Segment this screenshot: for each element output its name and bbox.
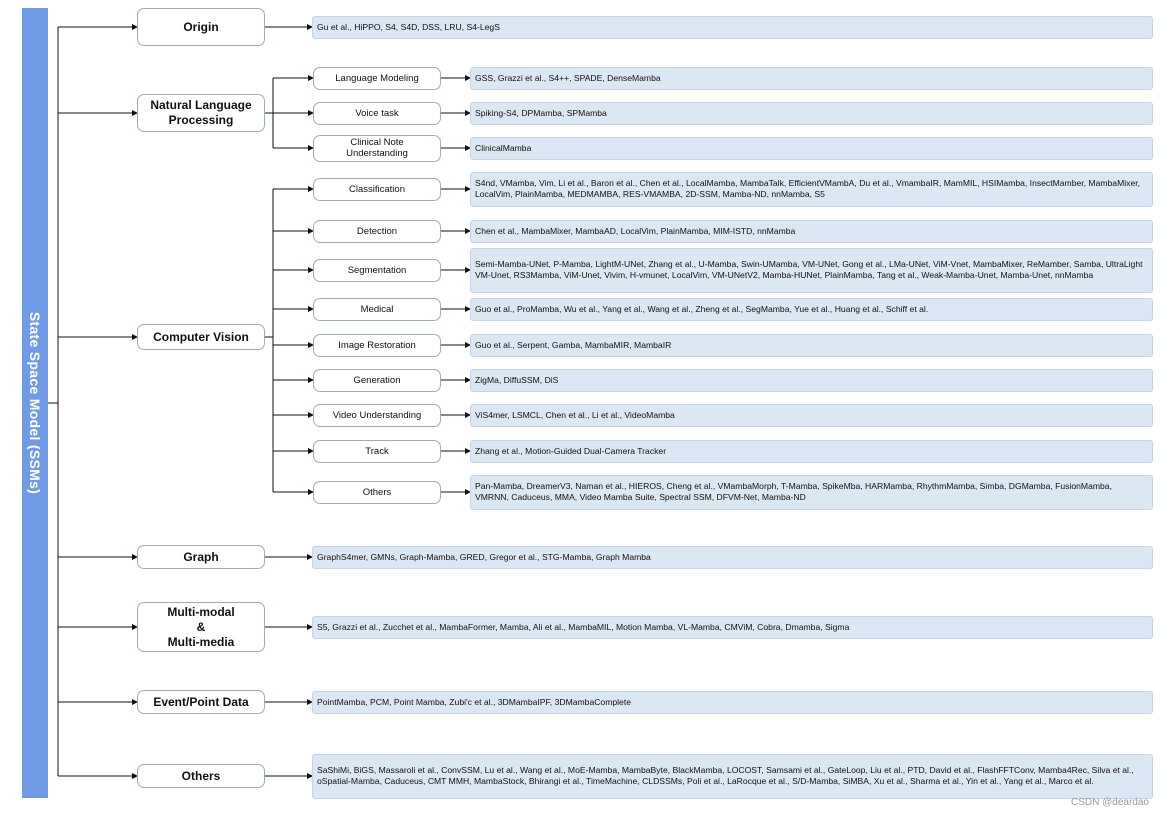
subcategory-nlp-0 [313, 67, 441, 90]
category-cv-text: Computer Vision [153, 329, 249, 344]
subcategory-cv-7-text: Track [365, 445, 389, 457]
subcategory-cv-0 [313, 178, 441, 201]
papers-mm [312, 616, 1153, 639]
papers-graph [312, 546, 1153, 569]
subcategory-cv-2-text: Segmentation [347, 264, 407, 276]
subcategory-cv-2 [313, 259, 441, 282]
subcategory-cv-1 [313, 220, 441, 243]
subcategory-cv-1-text: Detection [356, 225, 398, 237]
category-cv [137, 324, 265, 350]
watermark: CSDN @deardao [1071, 797, 1149, 808]
papers-mm-text: S5, Grazzi et al., Zucchet et al., MambaFormer, Mamba, Ali et al., MambaMIL, Motion Mamba, VL-Mamba, CMViM, Cobra, Dmamba, Sigma [317, 621, 850, 632]
subcategory-cv-6-text: Video Understanding [332, 409, 422, 421]
papers-cv-1-text: Chen et al., MambaMixer, MambaAD, LocalVim, PlainMamba, MIM-ISTD, nnMamba [475, 225, 796, 236]
category-graph [137, 545, 265, 569]
subcategory-nlp-0-text: Language Modeling [335, 72, 419, 84]
category-event [137, 690, 265, 714]
papers-nlp-0 [470, 67, 1153, 90]
category-nlp [137, 94, 265, 132]
papers-event [312, 691, 1153, 714]
papers-others-text: SaShiMi, BiGS, Massaroli et al., ConvSSM, Lu et al., Wang et al., MoE-Mamba, MambaByte, BlackMamba, LOCOST, Samsami et al., GateLoop, Liu et al., PTD, David et al., FlashFFTConv, Mamba4Rec, Silva et al., oSpatial-Mamba, Caduceus, CMT MMH, MambaStock, Bhirangi et al., TimeMachine, CLDSSMs, Poli et al., LaRocque et al., S/D-Mamba, SiMBA, Xu et al., Sharma et al., Yin et al., Yang et al., Marco et al. [317, 765, 1134, 786]
subcategory-nlp-1-text: Voice task [355, 107, 399, 119]
papers-cv-8 [470, 475, 1153, 510]
subcategory-cv-3-text: Medical [360, 303, 394, 315]
subcategory-cv-3 [313, 298, 441, 321]
subcategory-cv-4-text: Image Restoration [338, 339, 416, 351]
papers-cv-2-text: Semi-Mamba-UNet, P-Mamba, LightM-UNet, Zhang et al., U-Mamba, Swin-UMamba, VM-UNet, Gong et al., LMa-UNet, ViM-Vnet, MambaMixer, ReMamber, Samba, UltraLight VM-Unet, RS3Mamba, ViM-Unet, Vivim, H-vmunet, LocalVim, VM-UNetV2, Mamba-HUNet, PlainMamba, Tang et al., Weak-Mamba-Unet, Mamba-Unet, nnMamba [475, 259, 1143, 280]
papers-event-text: PointMamba, PCM, Point Mamba, Zubi'c et al., 3DMambaIPF, 3DMambaComplete [317, 696, 631, 707]
papers-cv-8-text: Pan-Mamba, DreamerV3, Naman et al., HIEROS, Cheng et al., VMambaMorph, T-Mamba, SpikeMba, HARMamba, RhythmMamba, Simba, DGMamba, FusionMamba, VMRNN, Caduceus, MMA, Video Mamba Suite, Spectral SSM, DFVM-Net, Mamba-ND [475, 481, 1112, 502]
subcategory-nlp-2-text: Clinical Note Understanding [346, 137, 408, 159]
root-label: State Space Model (SSMs) [27, 311, 43, 495]
category-mm [137, 602, 265, 652]
papers-nlp-0-text: GSS, Grazzi et al., S4++, SPADE, DenseMamba [475, 72, 661, 83]
papers-nlp-2 [470, 137, 1153, 160]
papers-cv-6 [470, 404, 1153, 427]
subcategory-nlp-2 [313, 135, 441, 162]
papers-cv-4 [470, 334, 1153, 357]
subcategory-cv-5 [313, 369, 441, 392]
subcategory-cv-5-text: Generation [353, 374, 401, 386]
papers-origin-text: Gu et al., HiPPO, S4, S4D, DSS, LRU, S4-LegS [317, 21, 500, 32]
papers-cv-3 [470, 298, 1153, 321]
papers-cv-1 [470, 220, 1153, 243]
papers-graph-text: GraphS4mer, GMNs, Graph-Mamba, GRED, Gregor et al., STG-Mamba, Graph Mamba [317, 551, 651, 562]
papers-nlp-1-text: Spiking-S4, DPMamba, SPMamba [475, 107, 607, 118]
root-node [22, 8, 48, 798]
papers-cv-0-text: S4nd, VMamba, Vim, Li et al., Baron et al., Chen et al., LocalMamba, MambaTalk, EfficientVMambA, Du et al., VmambaIR, MamMIL, HSIMamba, InsectMamber, MambaMixer, LocalVim, PlainMamba, MEDMAMBA, RES-VMAMBA, 2D-SSM, Mamba-ND, nnMamba, S5 [475, 178, 1141, 199]
category-others [137, 764, 265, 788]
category-origin-text: Origin [183, 19, 219, 34]
subcategory-cv-0-text: Classification [349, 183, 405, 195]
category-nlp-text: Natural Language Processing [150, 98, 252, 127]
category-event-text: Event/Point Data [153, 694, 249, 709]
papers-cv-7-text: Zhang et al., Motion-Guided Dual-Camera Tracker [475, 445, 667, 456]
papers-cv-4-text: Guo et al., Serpent, Gamba, MambaMIR, MambaIR [475, 339, 672, 350]
subcategory-cv-4 [313, 334, 441, 357]
papers-cv-2 [470, 248, 1153, 293]
category-mm-text: Multi-modal & Multi-media [167, 604, 235, 649]
papers-others [312, 754, 1153, 799]
papers-origin [312, 16, 1153, 39]
papers-cv-5 [470, 369, 1153, 392]
subcategory-cv-6 [313, 404, 441, 427]
category-origin [137, 8, 265, 46]
papers-cv-0 [470, 172, 1153, 207]
papers-cv-6-text: ViS4mer, LSMCL, Chen et al., Li et al., VideoMamba [475, 409, 675, 420]
papers-cv-3-text: Guo et al., ProMamba, Wu et al., Yang et al., Wang et al., Zheng et al., SegMamba, Yue et al., Huang et al., Schiff et al. [475, 303, 929, 314]
papers-nlp-1 [470, 102, 1153, 125]
papers-cv-5-text: ZigMa, DiffuSSM, DiS [475, 374, 559, 385]
subcategory-nlp-1 [313, 102, 441, 125]
subcategory-cv-7 [313, 440, 441, 463]
subcategory-cv-8 [313, 481, 441, 504]
subcategory-cv-8-text: Others [362, 486, 392, 498]
papers-cv-7 [470, 440, 1153, 463]
category-graph-text: Graph [183, 549, 219, 564]
papers-nlp-2-text: ClinicalMamba [475, 142, 532, 153]
category-others-text: Others [181, 768, 221, 783]
